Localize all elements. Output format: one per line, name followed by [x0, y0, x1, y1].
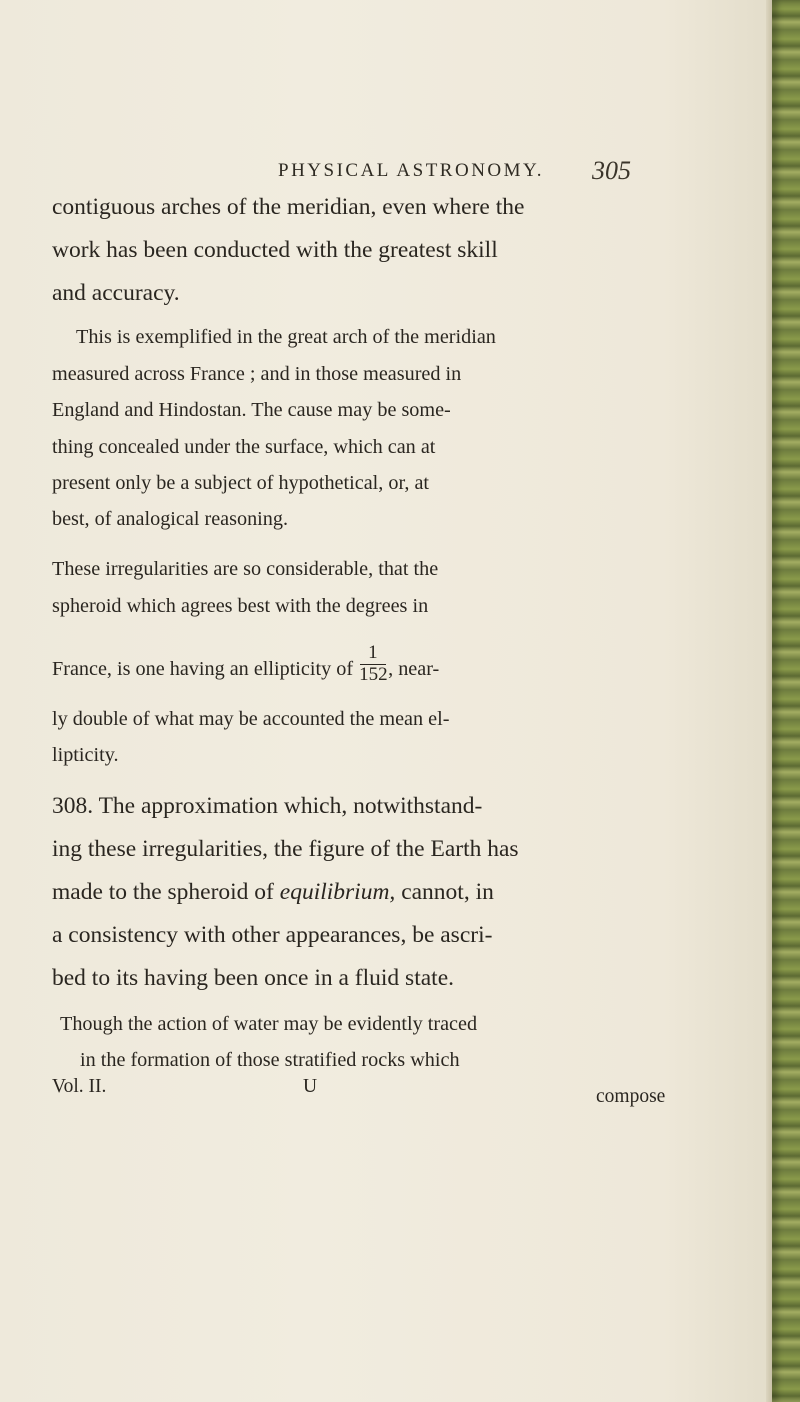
section-heading-line: 308. The approximation which, notwithstand- [52, 793, 483, 819]
text-line: ly double of what may be accounted the mean el- [52, 708, 450, 730]
text-line: lipticity. [52, 744, 119, 766]
text-line: and accuracy. [52, 280, 180, 306]
text-line: spheroid which agrees best with the degrees in [52, 595, 429, 617]
text-line: present only be a subject of hypothetical, or, at [52, 472, 430, 494]
text-fragment: cannot, in [401, 879, 494, 905]
text-fragment: made to the spheroid of [52, 879, 274, 905]
book-binding [772, 0, 800, 1402]
page-number: 305 [592, 156, 631, 185]
text-line: Though the action of water may be evidently traced [60, 1013, 478, 1035]
fraction-numerator: 1 [368, 642, 378, 664]
text-line: in the formation of those stratified rocks which [80, 1049, 460, 1071]
text-line: work has been conducted with the greatest skill [52, 237, 498, 263]
signature-mark: U [303, 1076, 318, 1097]
text-line: a consistency with other appearances, be ascri- [52, 922, 493, 948]
text-fragment: France, is one having an ellipticity of [52, 658, 354, 680]
text-line: measured across France ; and in those measured in [52, 363, 462, 385]
emphasis-equilibrium: equilibrium, [279, 879, 396, 905]
text-line [52, 879, 494, 906]
text-line: ing these irregularities, the figure of the Earth has [52, 836, 519, 862]
text-line: bed to its having been once in a fluid state. [52, 965, 455, 991]
running-head-title: PHYSICAL ASTRONOMY. [278, 160, 545, 181]
fraction-denominator: 152 [359, 664, 388, 686]
running-head [0, 156, 780, 186]
text-line: contiguous arches of the meridian, even where the [52, 194, 525, 220]
text-line-with-fraction [52, 642, 440, 686]
text-line: best, of analogical reasoning. [52, 508, 289, 530]
volume-label: Vol. II. [52, 1076, 107, 1097]
ellipticity-fraction [358, 642, 388, 686]
text-line: This is exemplified in the great arch of the meridian [76, 326, 496, 348]
text-line: These irregularities are so considerable, that the [52, 558, 439, 580]
text-fragment: , near- [388, 658, 440, 680]
text-line: England and Hindostan. The cause may be some- [52, 399, 451, 421]
catchword: compose [596, 1086, 666, 1107]
text-line: thing concealed under the surface, which can at [52, 436, 436, 458]
